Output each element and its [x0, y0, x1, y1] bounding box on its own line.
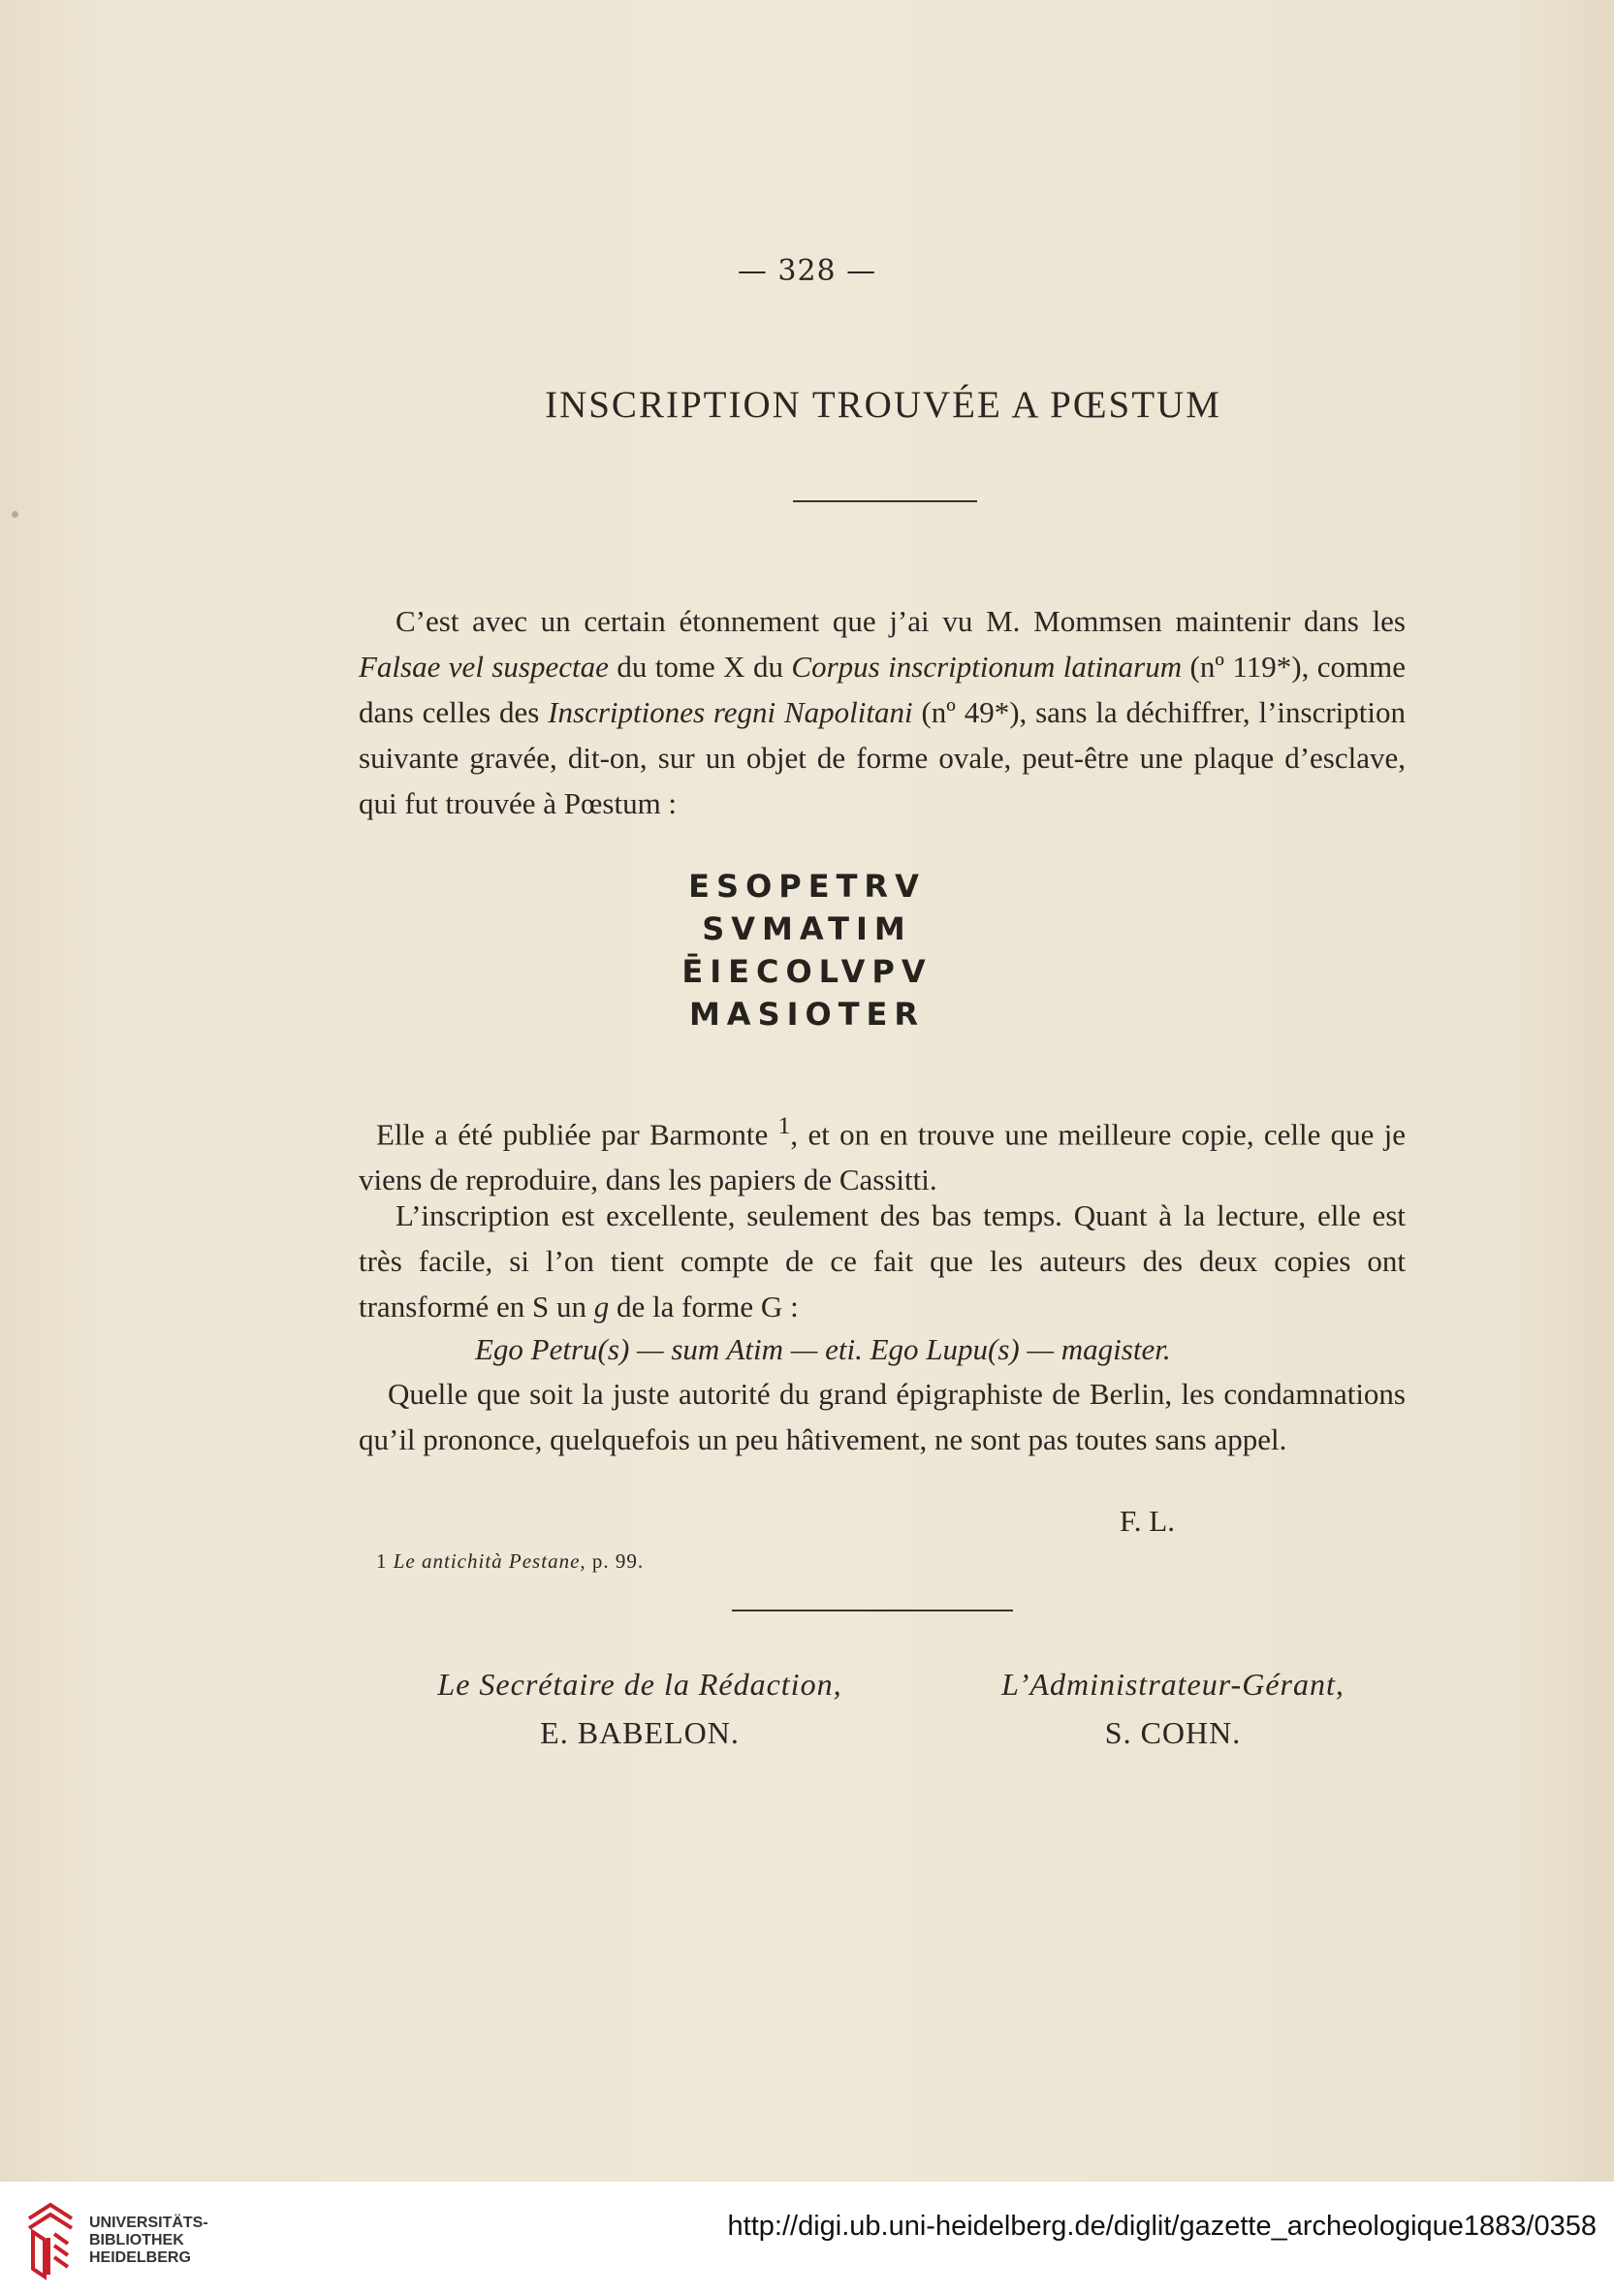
library-name-line: HEIDELBERG: [89, 2249, 191, 2266]
paragraph-intro: [359, 598, 1406, 826]
signature-administrator: [940, 1660, 1406, 1757]
italic-run: Ego Petru(s) — sum Atim — eti. Ego Lupu(s) — magister.: [475, 1332, 1171, 1366]
text-run: de la forme G :: [609, 1290, 799, 1323]
library-footer: [0, 2182, 1614, 2296]
author-initials: F. L.: [1120, 1504, 1175, 1538]
title-divider: [793, 500, 977, 502]
transcription-line: [475, 1326, 1347, 1372]
signature-name: E. BABELON.: [540, 1715, 740, 1750]
footnote: [376, 1549, 644, 1574]
inscription-line: ĒIECOLVPV: [681, 953, 933, 990]
inscription-line: ESOPETRV: [688, 868, 926, 905]
library-name-line: BIBLIOTHEK: [89, 2232, 184, 2248]
inscription-line: SVMATIM: [702, 910, 912, 947]
text-run: , et on en trouve une meilleure copie, celle que je viens de reproduire, dans les papiers de Cassitti.: [359, 1117, 1407, 1197]
page-number: — 328 —: [737, 254, 877, 288]
paper-speck: [12, 511, 18, 518]
text-run: (nº 49*), sans la déchiffrer, l’inscription suivante gravée, dit-on, sur un objet de forme ovale, peut-être une plaque d’esclave, qui fut trouvée à Pœstum :: [359, 695, 1406, 820]
library-name-line: UNIVERSITÄTS-: [89, 2215, 208, 2231]
section-divider: [732, 1610, 1013, 1611]
library-name: [89, 2215, 208, 2267]
italic-run: Falsae vel suspectae: [359, 650, 609, 684]
signature-name: S. COHN.: [1104, 1715, 1242, 1750]
paragraph-publication: [359, 1102, 1406, 1202]
italic-run: Inscriptiones regni Napolitani: [548, 695, 913, 729]
italic-run: Le antichità Pestane: [393, 1549, 581, 1573]
text-run: du tome X du: [608, 650, 792, 684]
italic-run: Corpus inscriptionum latinarum: [791, 650, 1183, 684]
text-run: Elle a été publiée par Barmonte: [376, 1117, 778, 1152]
paragraph-conclusion: Quelle que soit la juste autorité du grand épigraphiste de Berlin, les condamnations qu’il prononce, quelquefois un peu hâtivement, ne sont pas toutes sans appel.: [359, 1377, 1406, 1456]
inscription-block: [0, 865, 1614, 1036]
signature-role: L’Administrateur-Gérant,: [1001, 1667, 1345, 1702]
footnote-ref: 1: [777, 1111, 791, 1139]
text-run: C’est avec un certain étonnement que j’ai vu M. Mommsen maintenir dans les: [396, 604, 1406, 638]
italic-run: g: [593, 1290, 610, 1323]
text-run: (nº 119*), comme dans celles des: [359, 650, 1407, 729]
text-run: L’inscription est excellente, seulement des bas temps. Quant à la lecture, elle est très facile, si l’on tient compte de ce fait que les auteurs des deux copies ont transformé en S un: [359, 1198, 1406, 1323]
paragraph-reading: [359, 1193, 1406, 1329]
text-run: , p. 99.: [580, 1549, 645, 1573]
source-url-link[interactable]: http://digi.ub.uni-heidelberg.de/diglit/gazette_archeologique1883/0358: [727, 2211, 1597, 2242]
signature-secretary: [407, 1660, 872, 1757]
page-title: INSCRIPTION TROUVÉE A PŒSTUM: [545, 384, 1221, 426]
ub-heidelberg-logo-icon[interactable]: [21, 2199, 79, 2280]
inscription-line: MASIOTER: [688, 996, 926, 1033]
footnote-number: 1: [376, 1549, 388, 1573]
signature-role: Le Secrétaire de la Rédaction,: [437, 1667, 842, 1702]
